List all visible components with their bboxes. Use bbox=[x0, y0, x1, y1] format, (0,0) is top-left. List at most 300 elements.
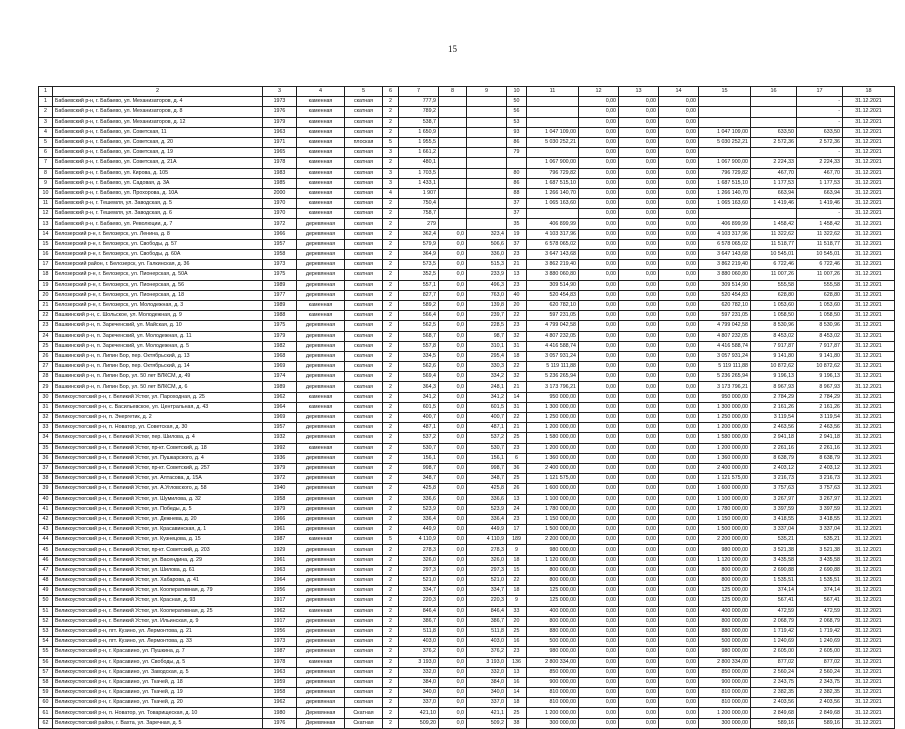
table-cell: 0,00 bbox=[579, 229, 619, 239]
table-cell: Великоустюгский р-н, пгт. Кузино, ул. Лермонтова, д. 21 bbox=[53, 626, 263, 636]
table-cell: 2 605,00 bbox=[751, 647, 797, 657]
table-cell: 0,00 bbox=[579, 148, 619, 158]
table-cell: 1975 bbox=[263, 270, 297, 280]
table-cell: 8 638,79 bbox=[797, 453, 843, 463]
table-cell: 376,2 bbox=[467, 647, 507, 657]
table-cell: 663,94 bbox=[797, 188, 843, 198]
table-cell: 25 bbox=[507, 626, 527, 636]
table-cell: 386,7 bbox=[467, 616, 507, 626]
table-cell: 31.12.2021 bbox=[843, 514, 895, 524]
table-cell: 557,1 bbox=[399, 280, 439, 290]
table-cell: 1 120 000,00 bbox=[527, 555, 579, 565]
table-row bbox=[39, 616, 895, 626]
table-cell: 1 661,2 bbox=[399, 148, 439, 158]
table-cell: 0,00 bbox=[619, 616, 659, 626]
table-cell: 0,00 bbox=[619, 698, 659, 708]
table-cell: 0,0 bbox=[439, 321, 467, 331]
table-cell: Белозерский р-н, г. Белозерск, ул. Свободы, д. 57 bbox=[53, 239, 263, 249]
table-cell: 31.12.2021 bbox=[843, 565, 895, 575]
table-cell: 535,21 bbox=[751, 535, 797, 545]
table-cell: 0,00 bbox=[659, 463, 699, 473]
table-cell: 1 433,1 bbox=[399, 178, 439, 188]
table-cell: 449,9 bbox=[399, 525, 439, 535]
table-cell: 0,00 bbox=[659, 453, 699, 463]
table-cell: 31.12.2021 bbox=[843, 351, 895, 361]
table-cell: 0,00 bbox=[659, 229, 699, 239]
column-number-cell: 9 bbox=[467, 87, 507, 97]
table-cell: 425,8 bbox=[399, 484, 439, 494]
table-cell: 13 bbox=[507, 494, 527, 504]
table-cell: 562,6 bbox=[399, 362, 439, 372]
table-cell: 1 047 109,00 bbox=[699, 127, 751, 137]
table-cell: каменная bbox=[297, 178, 345, 188]
table-cell: 521,0 bbox=[399, 576, 439, 586]
table-cell: 467,70 bbox=[797, 168, 843, 178]
table-cell: Великоустюгский р-н, г. Великий Устюг, ул. Красавинская, д. 1 bbox=[53, 525, 263, 535]
table-cell: скатная bbox=[345, 168, 383, 178]
table-cell: 32 bbox=[39, 413, 53, 423]
table-cell: 348,7 bbox=[467, 474, 507, 484]
table-cell: деревянная bbox=[297, 484, 345, 494]
table-cell: 374,14 bbox=[751, 586, 797, 596]
table-cell: 376,2 bbox=[399, 647, 439, 657]
table-cell: 1956 bbox=[263, 586, 297, 596]
table-cell: 1989 bbox=[263, 382, 297, 392]
table-cell: 2 403,12 bbox=[751, 463, 797, 473]
table-cell: 1992 bbox=[263, 443, 297, 453]
table-cell: 1917 bbox=[263, 616, 297, 626]
table-cell: 31.12.2021 bbox=[843, 667, 895, 677]
table-cell bbox=[699, 97, 751, 107]
table-row bbox=[39, 178, 895, 188]
table-cell: 0,0 bbox=[439, 657, 467, 667]
table-cell: 323,4 bbox=[467, 229, 507, 239]
table-cell: 777,9 bbox=[399, 97, 439, 107]
table-cell: скатная bbox=[345, 443, 383, 453]
table-cell: Великоустюгский р-н, г. Великий Устюг, пер. Шилова, д. 4 bbox=[53, 433, 263, 443]
table-cell: 1958 bbox=[263, 494, 297, 504]
table-cell bbox=[527, 107, 579, 117]
table-cell: 1 580 000,00 bbox=[699, 433, 751, 443]
table-cell: 0,0 bbox=[439, 413, 467, 423]
table-cell: Вашкинский р-н, п. Липин Бор, пер. Октябрьский, д. 13 bbox=[53, 351, 263, 361]
table-cell: 0,0 bbox=[439, 677, 467, 687]
table-cell: скатная bbox=[345, 596, 383, 606]
table-cell: 0,00 bbox=[659, 423, 699, 433]
table-cell: 0,00 bbox=[659, 626, 699, 636]
table-cell: 0,00 bbox=[619, 474, 659, 484]
table-cell: 1 240,69 bbox=[797, 637, 843, 647]
table-cell: 1 067 900,00 bbox=[527, 158, 579, 168]
table-cell: 0,00 bbox=[579, 463, 619, 473]
table-cell: 48 bbox=[39, 576, 53, 586]
table-cell: 0,0 bbox=[439, 494, 467, 504]
table-cell: 26 bbox=[39, 351, 53, 361]
table-cell: 1 120 000,00 bbox=[699, 555, 751, 565]
table-cell: 0,00 bbox=[619, 351, 659, 361]
table-cell: 1917 bbox=[263, 596, 297, 606]
table-cell: 1970 bbox=[263, 199, 297, 209]
table-row bbox=[39, 219, 895, 229]
table-cell: 3 119,54 bbox=[751, 413, 797, 423]
table-cell: 0,0 bbox=[439, 484, 467, 494]
table-cell: 0,00 bbox=[619, 107, 659, 117]
table-cell: 1 955,5 bbox=[399, 137, 439, 147]
table-cell: скатная bbox=[345, 158, 383, 168]
table-cell: 53 bbox=[507, 117, 527, 127]
table-cell: Великоустюгский р-н, г. Великий Устюг, пр-кт. Советский, д. 18 bbox=[53, 443, 263, 453]
table-cell: 620 782,10 bbox=[699, 300, 751, 310]
table-cell: 2 403,12 bbox=[797, 463, 843, 473]
table-cell: 0,0 bbox=[439, 514, 467, 524]
table-cell: 0,00 bbox=[579, 127, 619, 137]
table-cell: 2 bbox=[383, 463, 399, 473]
column-number-cell: 6 bbox=[383, 87, 399, 97]
table-cell: 0,00 bbox=[619, 667, 659, 677]
table-cell bbox=[467, 148, 507, 158]
table-cell: 5 bbox=[383, 535, 399, 545]
table-cell: 3 521,38 bbox=[751, 545, 797, 555]
table-cell: 0,00 bbox=[619, 341, 659, 351]
table-cell: Деревянная bbox=[297, 718, 345, 728]
table-cell: 295,4 bbox=[467, 351, 507, 361]
table-cell: деревянная bbox=[297, 331, 345, 341]
table-cell: 0,00 bbox=[619, 596, 659, 606]
table-cell: 0,00 bbox=[659, 565, 699, 575]
column-number-cell: 16 bbox=[751, 87, 797, 97]
table-cell: 37 bbox=[507, 239, 527, 249]
table-cell: Великоустюгский р-н, г. Красавино, ул. Пушкина, д. 7 bbox=[53, 647, 263, 657]
table-cell: 1 360 000,00 bbox=[527, 453, 579, 463]
table-cell: 362,4 bbox=[399, 229, 439, 239]
table-cell: 348,7 bbox=[399, 474, 439, 484]
table-cell: 4 416 588,74 bbox=[527, 341, 579, 351]
table-cell: Великоустюгский р-н, г. Великий Устюг, ул. Дежнева, д. 20 bbox=[53, 514, 263, 524]
table-cell: 2 bbox=[383, 250, 399, 260]
table-cell bbox=[467, 97, 507, 107]
table-cell: 10 872,62 bbox=[797, 362, 843, 372]
table-cell: 0,00 bbox=[579, 372, 619, 382]
table-cell: 2 bbox=[383, 260, 399, 270]
table-cell: деревянная bbox=[297, 453, 345, 463]
table-cell bbox=[751, 97, 797, 107]
table-row bbox=[39, 351, 895, 361]
table-cell: 1979 bbox=[263, 331, 297, 341]
table-cell: 6 578 065,02 bbox=[527, 239, 579, 249]
table-cell: 877,02 bbox=[797, 657, 843, 667]
table-cell: 300 000,00 bbox=[527, 718, 579, 728]
table-cell: 0,0 bbox=[439, 290, 467, 300]
table-cell: 3 173 796,21 bbox=[699, 382, 751, 392]
table-cell: 0,00 bbox=[659, 525, 699, 535]
table-cell: 400 000,00 bbox=[527, 606, 579, 616]
table-cell: 2 bbox=[383, 494, 399, 504]
table-cell: 2 bbox=[383, 576, 399, 586]
table-row bbox=[39, 504, 895, 514]
table-cell: скатная bbox=[345, 616, 383, 626]
table-cell: скатная bbox=[345, 341, 383, 351]
table-cell: 189 bbox=[507, 535, 527, 545]
table-cell: 31.12.2021 bbox=[843, 127, 895, 137]
table-cell: 40 bbox=[39, 494, 53, 504]
table-cell: 31.12.2021 bbox=[843, 413, 895, 423]
table-cell: 0,00 bbox=[619, 229, 659, 239]
table-cell: Великоустюгский р-н, п. Новатор, ул. Товарищеская, д. 10 bbox=[53, 708, 263, 718]
table-cell: 1 065 163,60 bbox=[527, 199, 579, 209]
table-cell: 31.12.2021 bbox=[843, 637, 895, 647]
table-cell: 0,00 bbox=[579, 117, 619, 127]
table-cell: каменная bbox=[297, 127, 345, 137]
table-cell: - bbox=[797, 209, 843, 219]
table-cell: 0,00 bbox=[659, 647, 699, 657]
table-cell: скатная bbox=[345, 433, 383, 443]
table-cell: 0,00 bbox=[659, 311, 699, 321]
table-cell: 0,00 bbox=[659, 137, 699, 147]
table-row bbox=[39, 423, 895, 433]
table-cell: скатная bbox=[345, 657, 383, 667]
table-cell: 2 784,29 bbox=[751, 392, 797, 402]
table-cell: 31.12.2021 bbox=[843, 606, 895, 616]
table-cell: 18 bbox=[39, 270, 53, 280]
table-cell: скатная bbox=[345, 331, 383, 341]
table-cell: 0,00 bbox=[659, 657, 699, 667]
table-cell: скатная bbox=[345, 250, 383, 260]
table-cell: 334,7 bbox=[467, 586, 507, 596]
table-cell: 1 500 000,00 bbox=[527, 525, 579, 535]
table-cell: 31.12.2021 bbox=[843, 158, 895, 168]
table-cell: 7 917,87 bbox=[751, 341, 797, 351]
table-cell: 32 bbox=[507, 331, 527, 341]
table-cell: 0,00 bbox=[619, 321, 659, 331]
table-cell: 900 000,00 bbox=[699, 677, 751, 687]
table-cell: 31 bbox=[507, 402, 527, 412]
table-cell: 0,00 bbox=[579, 219, 619, 229]
table-cell: 31 bbox=[39, 402, 53, 412]
table-cell: 13 bbox=[507, 667, 527, 677]
table-cell: 800 000,00 bbox=[699, 616, 751, 626]
table-cell: 2 bbox=[383, 331, 399, 341]
table-cell: 0,00 bbox=[579, 494, 619, 504]
table-cell: 2 bbox=[383, 351, 399, 361]
table-cell: 496,3 bbox=[467, 280, 507, 290]
column-number-cell: 13 bbox=[619, 87, 659, 97]
table-cell: 3 435,58 bbox=[797, 555, 843, 565]
table-cell bbox=[439, 219, 467, 229]
table-cell: 4 110,9 bbox=[467, 535, 507, 545]
table-cell: 0,00 bbox=[659, 168, 699, 178]
table-cell: 336,6 bbox=[399, 494, 439, 504]
table-row bbox=[39, 626, 895, 636]
table-cell: 23 bbox=[507, 280, 527, 290]
table-cell bbox=[439, 199, 467, 209]
table-cell: 31.12.2021 bbox=[843, 453, 895, 463]
table-cell: 0,00 bbox=[619, 239, 659, 249]
table-cell: 0,0 bbox=[439, 372, 467, 382]
table-cell: 0,0 bbox=[439, 616, 467, 626]
table-cell: 1974 bbox=[263, 372, 297, 382]
table-cell: 0,00 bbox=[619, 504, 659, 514]
table-cell bbox=[699, 209, 751, 219]
table-cell: 1 058,50 bbox=[751, 311, 797, 321]
table-cell: 11 007,26 bbox=[797, 270, 843, 280]
table-cell: 2 bbox=[383, 382, 399, 392]
table-cell: 1969 bbox=[263, 413, 297, 423]
table-cell: 537,2 bbox=[399, 433, 439, 443]
table-cell: Белозерский р-н, г. Белозерск, ул. Пионерская, д. 56 bbox=[53, 280, 263, 290]
table-cell: 0,00 bbox=[579, 392, 619, 402]
table-cell: 1 200 000,00 bbox=[699, 423, 751, 433]
table-cell: скатная bbox=[345, 413, 383, 423]
table-cell: 0,00 bbox=[619, 168, 659, 178]
table-cell: 309 514,90 bbox=[699, 280, 751, 290]
table-cell: 472,59 bbox=[797, 606, 843, 616]
table-cell: 8 453,02 bbox=[751, 331, 797, 341]
table-cell: 0,00 bbox=[619, 647, 659, 657]
table-cell: 0,0 bbox=[439, 362, 467, 372]
table-row bbox=[39, 229, 895, 239]
table-cell: 31.12.2021 bbox=[843, 97, 895, 107]
table-cell: 139,8 bbox=[467, 300, 507, 310]
table-cell: Великоустюгский р-н, г. Великий Устюг, ул. А.Угловского, д. 58 bbox=[53, 484, 263, 494]
table-row bbox=[39, 657, 895, 667]
table-cell: 3 880 060,80 bbox=[699, 270, 751, 280]
table-cell: 0,00 bbox=[619, 453, 659, 463]
table-cell: скатная bbox=[345, 565, 383, 575]
table-cell: 1977 bbox=[263, 290, 297, 300]
table-cell bbox=[439, 148, 467, 158]
table-cell: 38 bbox=[507, 718, 527, 728]
table-cell: каменная bbox=[297, 137, 345, 147]
table-cell: 0,00 bbox=[659, 586, 699, 596]
table-cell bbox=[507, 158, 527, 168]
table-cell: 31.12.2021 bbox=[843, 402, 895, 412]
table-cell: 0,00 bbox=[579, 280, 619, 290]
table-cell: 1969 bbox=[263, 362, 297, 372]
table-cell: 900 000,00 bbox=[527, 677, 579, 687]
table-cell: скатная bbox=[345, 494, 383, 504]
table-cell: 33 bbox=[507, 606, 527, 616]
table-cell: 846,4 bbox=[399, 606, 439, 616]
table-cell: 0,00 bbox=[659, 300, 699, 310]
table-cell: 1 053,60 bbox=[797, 300, 843, 310]
table-cell: 0,00 bbox=[659, 260, 699, 270]
table-cell: 0,00 bbox=[579, 331, 619, 341]
table-cell: 4 799 042,58 bbox=[699, 321, 751, 331]
table-cell: 2 bbox=[383, 596, 399, 606]
table-cell: каменная bbox=[297, 199, 345, 209]
table-cell: 2 bbox=[383, 616, 399, 626]
table-cell: 2 224,33 bbox=[751, 158, 797, 168]
table-cell: 31.12.2021 bbox=[843, 270, 895, 280]
table-cell: 2 bbox=[383, 362, 399, 372]
table-cell: 537,2 bbox=[467, 433, 507, 443]
table-cell: Белозерский р-н, г. Белозерск, ул. Пионерская, д. 18 bbox=[53, 290, 263, 300]
table-cell: 2 bbox=[383, 321, 399, 331]
table-cell: Бабаевский р-н, г. Бабаево, ул. Советская, д. 20 bbox=[53, 137, 263, 147]
table-cell: 0,00 bbox=[619, 372, 659, 382]
table-cell: 309 514,90 bbox=[527, 280, 579, 290]
table-cell: 31.12.2021 bbox=[843, 576, 895, 586]
table-cell: 79 bbox=[507, 148, 527, 158]
table-cell: 579,9 bbox=[399, 239, 439, 249]
table-cell: 0,00 bbox=[659, 219, 699, 229]
table-cell: 1 200 000,00 bbox=[699, 708, 751, 718]
table-cell: 1940 bbox=[263, 484, 297, 494]
table-cell: 0,00 bbox=[659, 280, 699, 290]
table-cell: 1932 bbox=[263, 433, 297, 443]
table-cell: 810 000,00 bbox=[527, 688, 579, 698]
table-cell: 0,00 bbox=[579, 178, 619, 188]
table-cell: Бабаевский р-н, г. Бабаево, ул. Механизаторов, д. 4 bbox=[53, 97, 263, 107]
table-cell: 0,00 bbox=[579, 718, 619, 728]
table-cell: 1961 bbox=[263, 525, 297, 535]
table-cell: 0,0 bbox=[439, 596, 467, 606]
table-cell: 31.12.2021 bbox=[843, 688, 895, 698]
table-cell: 2 463,56 bbox=[797, 423, 843, 433]
table-cell: 5 030 252,21 bbox=[527, 137, 579, 147]
table-cell: 0,00 bbox=[659, 362, 699, 372]
table-cell: Великоустюгский р-н, пгт. Кузино, ул. Лермонтова, д. 33 bbox=[53, 637, 263, 647]
register-table bbox=[38, 86, 895, 729]
table-cell: 56 bbox=[39, 657, 53, 667]
table-cell: 1 053,60 bbox=[751, 300, 797, 310]
table-cell: скатная bbox=[345, 321, 383, 331]
table-cell: 538,7 bbox=[399, 117, 439, 127]
table-cell: 403,0 bbox=[399, 637, 439, 647]
table-cell: деревянная bbox=[297, 229, 345, 239]
table-cell: 0,00 bbox=[659, 433, 699, 443]
table-row bbox=[39, 555, 895, 565]
table-cell: каменная bbox=[297, 402, 345, 412]
table-cell: 0,00 bbox=[659, 667, 699, 677]
table-cell: Великоустюгский р-н, г. Великий Устюг, ул. Ильинская, д. 9 bbox=[53, 616, 263, 626]
table-cell: 0,0 bbox=[439, 229, 467, 239]
table-cell: 998,7 bbox=[399, 463, 439, 473]
column-number-cell: 2 bbox=[53, 87, 263, 97]
table-cell: Вашкинский р-н, п. Липин Бор, ул. 50 лет ВЛКСМ, д. 6 bbox=[53, 382, 263, 392]
table-cell: 2 224,33 bbox=[797, 158, 843, 168]
table-cell: каменная bbox=[297, 158, 345, 168]
table-cell: 0,00 bbox=[579, 657, 619, 667]
table-cell: 1979 bbox=[263, 504, 297, 514]
table-cell: 403,0 bbox=[467, 637, 507, 647]
table-cell bbox=[439, 188, 467, 198]
table-cell: 0,00 bbox=[659, 331, 699, 341]
table-cell bbox=[699, 107, 751, 117]
table-cell: 337,0 bbox=[399, 698, 439, 708]
table-cell: 0,00 bbox=[659, 708, 699, 718]
table-cell bbox=[467, 127, 507, 137]
table-cell: 1 047 109,00 bbox=[527, 127, 579, 137]
table-cell: 31.12.2021 bbox=[843, 677, 895, 687]
table-cell: 0,00 bbox=[619, 657, 659, 667]
table-cell: 0,00 bbox=[659, 97, 699, 107]
table-cell: 1929 bbox=[263, 545, 297, 555]
table-cell: 0,0 bbox=[439, 331, 467, 341]
table-cell: 23 bbox=[507, 321, 527, 331]
table-cell: 0,00 bbox=[619, 708, 659, 718]
table-cell: Великоустюгский р-н, с. Васильевское, ул. Центральная, д. 43 bbox=[53, 402, 263, 412]
table-cell: 0,00 bbox=[579, 698, 619, 708]
table-cell: деревянная bbox=[297, 514, 345, 524]
table-cell: 31.12.2021 bbox=[843, 331, 895, 341]
table-cell: 1976 bbox=[263, 107, 297, 117]
table-cell: деревянная bbox=[297, 413, 345, 423]
table-cell: Белозерский район, г. Белозерск, ул. Галкинская, д. 36 bbox=[53, 260, 263, 270]
table-row bbox=[39, 586, 895, 596]
table-row bbox=[39, 463, 895, 473]
table-cell: 30 bbox=[39, 392, 53, 402]
